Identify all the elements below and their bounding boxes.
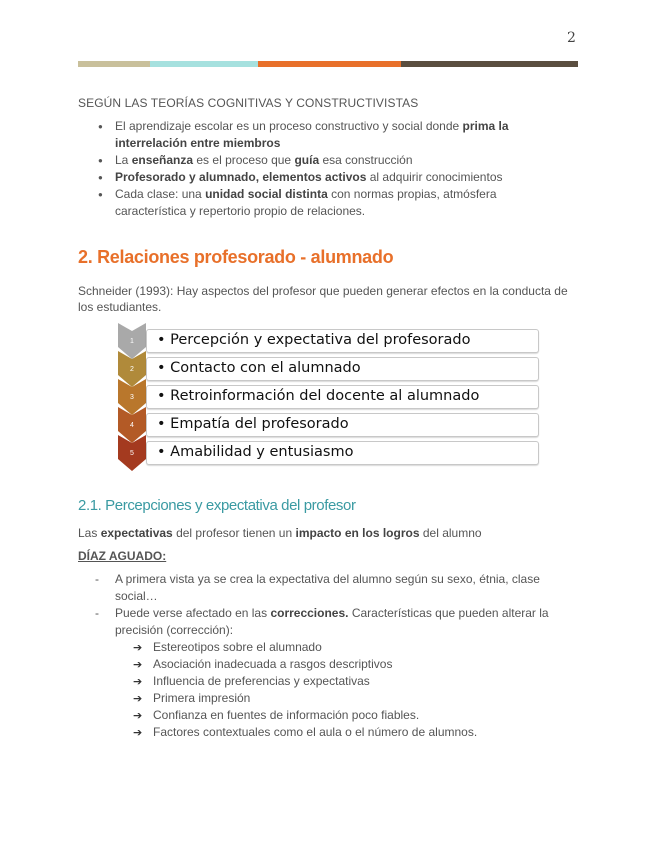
text: Las [78,526,101,540]
list-item-text: Influencia de preferencias y expectativas [153,674,370,688]
bold-text: enseñanza [131,153,194,167]
list-item [115,724,558,741]
arrow-right-icon: ➔ [133,675,143,688]
dash-icon: - [95,572,99,586]
list-item [115,656,558,673]
arrow-right-icon: ➔ [133,692,143,705]
text: Cada clase: una [115,187,206,201]
arrow-right-icon: ➔ [133,641,143,654]
list-item-text: Asociación inadecuada a rasgos descriptivos [153,657,393,671]
bold-text: Profesorado y alumnado, elementos activos [115,170,367,184]
expectativas-paragraph [78,526,482,540]
list-item [115,673,558,690]
color-bar-segment [401,61,578,67]
smartart-box [146,413,539,437]
list-item [78,605,558,741]
smartart-row [116,382,544,412]
bold-text: expectativas [100,526,173,540]
text: El aprendizaje escolar es un proceso constructivo y social donde [115,119,463,133]
smartart-row [116,438,544,468]
smartart-box [146,441,539,465]
smartart-text: • Retroinformación del docente al alumnado [157,388,480,404]
list-item-text: Confianza en fuentes de información poco fiables. [153,708,420,722]
smartart-list [116,326,544,478]
text: al adquirir conocimientos [366,170,503,184]
color-bar-segment [150,61,258,67]
text: esa construcción [319,153,413,167]
smartart-row [116,354,544,384]
correction-factors-list [115,639,558,741]
step-number: 4 [130,422,134,429]
bullet-icon: ● [98,173,103,182]
list-item [115,690,558,707]
decorative-color-bar [78,61,578,67]
smartart-box [146,329,539,353]
intro-paragraph: Schneider (1993): Hay aspectos del profesor que pueden generar efectos en la conducta de los estudiantes. [78,284,568,314]
smartart-box [146,357,539,381]
heading-percepciones: 2.1. Percepciones y expectativa del profesor [78,497,356,514]
smartart-text: • Amabilidad y entusiasmo [157,444,354,460]
heading-relaciones: 2. Relaciones profesorado - alumnado [78,247,394,267]
list-item [115,639,558,656]
diaz-dash-list [78,571,558,741]
list-item-text: Primera impresión [153,691,251,705]
list-item-text: Estereotipos sobre el alumnado [153,640,322,654]
diaz-aguado-label: DÍAZ AGUADO: [78,549,167,563]
smartart-text: • Percepción y expectativa del profesorado [157,332,471,348]
text: A primera vista ya se crea la expectativa del alumno según su sexo, étnia, clase social… [115,572,540,603]
smartart-row [116,410,544,440]
text: La [115,153,132,167]
bold-text: correcciones. [270,606,349,620]
text: con normas propias, atmósfera característica y repertorio propio de relaciones. [115,187,497,218]
step-number: 2 [130,366,134,373]
text: del profesor tienen un [172,526,296,540]
smartart-row [116,326,544,356]
list-item [78,152,548,169]
list-item [78,571,558,605]
text: Puede verse afectado en las [115,606,271,620]
bold-text: prima la interrelación entre miembros [115,119,509,150]
step-number: 5 [130,450,134,457]
smartart-text: • Contacto con el alumnado [157,360,361,376]
list-item [78,186,548,220]
step-number: 3 [130,394,134,401]
list-item [115,707,558,724]
list-item-text: Factores contextuales como el aula o el número de alumnos. [153,725,478,739]
list-item [78,118,548,152]
arrow-right-icon: ➔ [133,658,143,671]
bold-text: unidad social distinta [205,187,328,201]
page-number: 2 [567,30,576,46]
text: Características que pueden alterar la precisión (corrección): [115,606,549,637]
theory-bullet-list [78,118,548,220]
color-bar-segment [78,61,150,67]
step-number: 1 [130,338,134,345]
text: del alumno [419,526,482,540]
bullet-icon: ● [98,156,103,165]
section-caption: SEGÚN LAS TEORÍAS COGNITIVAS Y CONSTRUCTIVISTAS [78,96,419,110]
list-item [78,169,548,186]
bullet-icon: ● [98,190,103,199]
bullet-icon: ● [98,122,103,131]
smartart-box [146,385,539,409]
arrow-right-icon: ➔ [133,726,143,739]
color-bar-segment [258,61,401,67]
smartart-text: • Empatía del profesorado [157,416,349,432]
arrow-right-icon: ➔ [133,709,143,722]
text: es el proceso que [193,153,295,167]
dash-icon: - [95,606,99,620]
bold-text: impacto en los logros [295,526,420,540]
bold-text: guía [294,153,320,167]
